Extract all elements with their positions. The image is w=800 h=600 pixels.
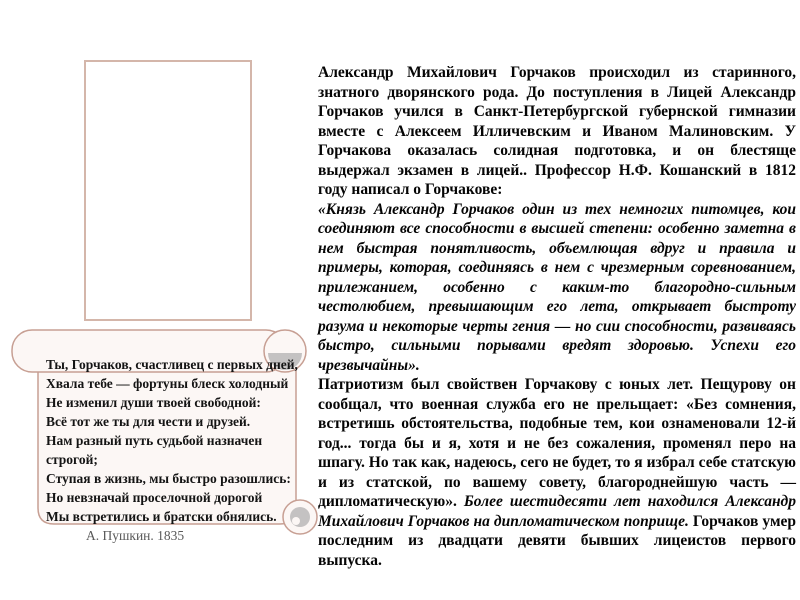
biography-paragraph-2-text: Патриотизм был свойствен Горчакову с юных лет. Пещурову он сообщал, что военная служба его не прельщает: «Без сомнения, встретишь обстоятельства, подобные тем, кои ознаменовали 12-й год... тогда бы и я, хотя и не без сожаления, променял перо на шпагу. Но так как, надеюсь, сего не будет, то я избрал себе статскую и из статской, по вашему совету, благороднейшую часть — дипломатическую». [318,376,796,510]
biography-quote-2: Более шестидесяти лет находился Александр Михайлович Горчаков на дипломатическом поприще. [318,493,796,530]
poem-line: Ступая в жизнь, мы быстро разошлись: [46,471,291,486]
poem-line: Всё тот же ты для чести и друзей. [46,414,251,429]
poem-line: Ты, Горчаков, счастливец с первых дней, [46,357,298,372]
poem-line: Не изменил души твоей свободной: [46,395,261,410]
poem-text-block [46,355,300,545]
poem-line: Нам разный путь судьбой назначен строгой; [46,433,263,467]
poem-attribution: А. Пушкин. 1835 [86,528,185,543]
biography-quote-1: «Князь Александр Горчаков один из тех немногих питомцев, кои соединяют все способности в высшей степени: особенно заметна в нем быстрая понятливость, объемлющая вдруг и правила и примеры, которая, соединяясь в нем с чрезмерным соревнованием, прилежанием, особенно с каким-то благородно-сильным честолюбием, превышающим его лета, открывает быстроту разума и некоторые черты гения — но сии способности, развиваясь быстро, сильными порывами вредят здоровью. Успехи его чрезвычайны». [318,200,796,374]
portrait-placeholder-frame [84,60,252,321]
poem-line: Мы встретились и братски обнялись. [46,509,277,524]
biography-text-block [318,63,796,570]
poem-line: Но невзначай проселочной дорогой [46,490,263,505]
biography-paragraph-3-text: Горчаков умер последним из двадцати девяти бывших лицеистов первого выпуска. [318,512,797,569]
poem-line: Хвала тебе — фортуны блеск холодный [46,376,289,391]
biography-paragraph-2 [318,375,796,570]
biography-paragraph-1: Александр Михайлович Горчаков происходил из старинного, знатного дворянского рода. До поступления в Лицей Александр Горчаков учился в Санкт-Петербургской губернской гимназии вместе с Алексеем Илличевским и Иваном Малиновским. У Горчакова оказалась солидная подготовка, и он блестяще выдержал экзамен в лицей.. Профессор Н.Ф. Кошанский в 1812 году написал о Горчакове: [318,64,796,198]
